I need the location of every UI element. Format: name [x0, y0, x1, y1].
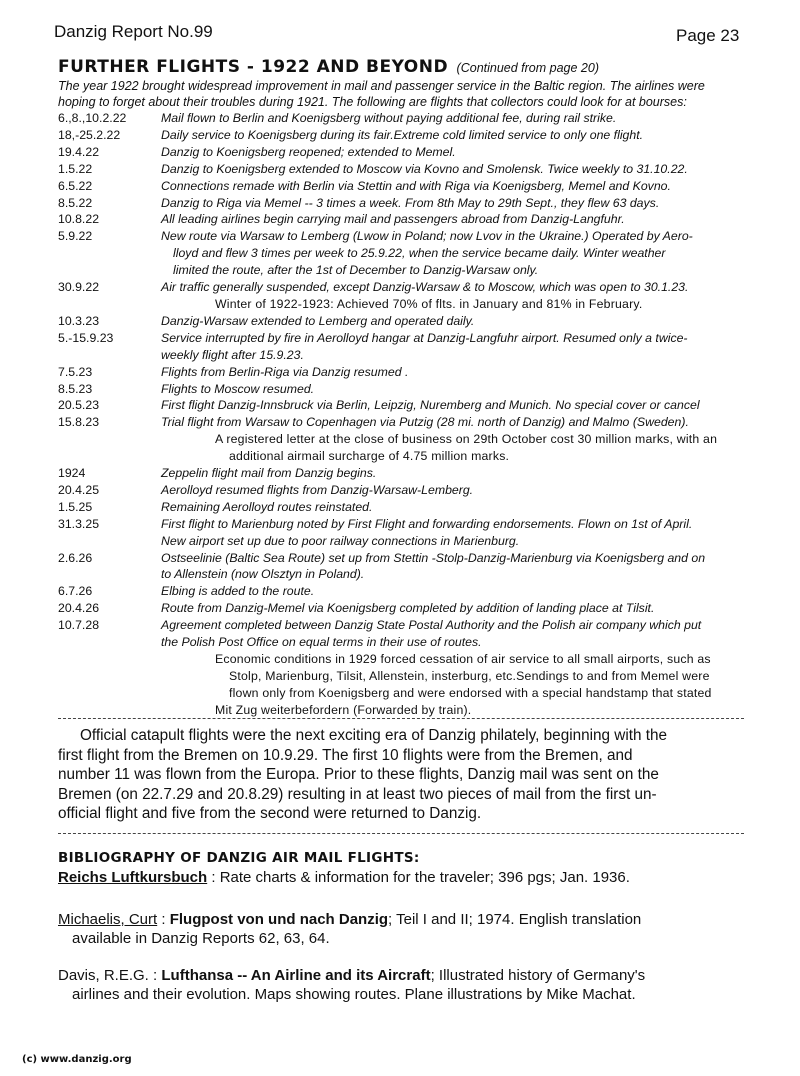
note-line: additional airmail surcharge of 4.75 million marks.	[229, 449, 510, 464]
chronology-entry	[58, 211, 748, 228]
chronology-entry	[58, 550, 748, 584]
entry-date: 6.7.26	[58, 584, 93, 599]
bib-work: Reichs Luftkursbuch	[58, 869, 208, 886]
entry-date: 6.5.22	[58, 178, 93, 193]
note-line: flown only from Koenigsberg and were endorsed with a special handstamp that stated	[229, 685, 712, 700]
entry-line: Service interrupted by fire in Aerolloyd hangar at Danzig-Langfuhr airport. Resumed only a twice-	[161, 330, 688, 345]
entry-line: the Polish Post Office on equal terms in their use of routes.	[161, 635, 482, 650]
bib-details: : Rate charts & information for the traveler; 396 pgs; Jan. 1936.	[207, 869, 630, 886]
dashed-divider	[58, 833, 744, 834]
paragraph-line: official flight and five from the second were returned to Danzig.	[58, 805, 482, 823]
flight-chronology	[58, 110, 748, 719]
chronology-entry	[58, 583, 748, 600]
chronology-entry	[58, 228, 748, 279]
entry-date: 5.9.22	[58, 229, 93, 244]
entry-line: Danzig to Koenigsberg reopened; extended to Memel.	[161, 144, 456, 159]
entry-date: 10.3.23	[58, 313, 100, 328]
chronology-entry	[58, 465, 748, 482]
entry-line: Danzig to Koenigsberg extended to Moscow via Kovno and Smolensk. Twice weekly to 31.10.22.	[161, 161, 688, 176]
entry-line: Danzig-Warsaw extended to Lemberg and operated daily.	[161, 313, 475, 328]
entry-line: Connections remade with Berlin via Stettin and with Riga via Koenigsberg, Memel and Kovno.	[161, 178, 671, 193]
entry-description	[161, 482, 748, 499]
note-line: A registered letter at the close of business on 29th October cost 30 million marks, with an	[215, 432, 718, 447]
entry-description	[161, 313, 748, 330]
page-number: Page 23	[676, 26, 740, 45]
bibliography-item: Davis, R.E.G. : Lufthansa -- An Airline and its Aircraft; Illustrated history of Germany's airlines and their evolution. Maps showing routes. Plane illustrations by Mike Machat.	[58, 966, 758, 1004]
bib-work: Flugpost von und nach Danzig	[169, 911, 389, 928]
chronology-entry	[58, 127, 748, 144]
entry-date: 19.4.22	[58, 144, 100, 159]
entry-description	[161, 499, 748, 516]
paragraph-line: Official catapult flights were the next exciting era of Danzig philately, beginning with the	[80, 727, 667, 744]
entry-line: Air traffic generally suspended, except Danzig-Warsaw & to Moscow, which was open to 30.1.23.	[161, 280, 689, 295]
entry-line: Remaining Aerolloyd routes reinstated.	[161, 499, 373, 514]
intro-paragraph	[58, 78, 748, 110]
entry-description	[161, 600, 748, 617]
entry-line: First flight Danzig-Innsbruck via Berlin, Leipzig, Nuremberg and Munich. No special cover or cancel	[161, 398, 700, 413]
entry-date: 20.4.25	[58, 482, 100, 497]
entry-date: 7.5.23	[58, 364, 93, 379]
winter-note	[58, 296, 748, 313]
entry-date: 1.5.25	[58, 499, 93, 514]
chronology-entry	[58, 499, 748, 516]
chronology-entry	[58, 178, 748, 195]
entry-line: All leading airlines begin carrying mail and passengers abroad from Danzig-Langfuhr.	[161, 212, 625, 227]
intro-line: hoping to forget about their troubles during 1921. The following are flights that collectors could look for at bourses:	[58, 95, 687, 109]
entry-line: Danzig to Riga via Memel -- 3 times a week. From 8th May to 29th Sept., they flew 63 days.	[161, 195, 660, 210]
copyright-footer: (c) www.danzig.org	[22, 1054, 132, 1065]
entry-description	[161, 583, 748, 600]
entry-date: 10.7.28	[58, 618, 100, 633]
chronology-entry	[58, 279, 748, 296]
entry-description	[161, 195, 748, 212]
entry-description	[161, 279, 748, 296]
chronology-entry	[58, 161, 748, 178]
entry-line: New airport set up due to poor railway connections in Marienburg.	[161, 533, 520, 548]
economic-note	[58, 651, 748, 719]
entry-date: 8.5.22	[58, 195, 93, 210]
paragraph-line: number 11 was flown from the Europa. Prior to these flights, Danzig mail was sent on the	[58, 766, 659, 784]
paragraph-line: first flight from the Bremen on 10.9.29. The first 10 flights were from the Bremen, and	[58, 746, 633, 764]
bib-continuation: available in Danzig Reports 62, 63, 64.	[72, 930, 330, 947]
bibliography-item	[58, 868, 758, 887]
chronology-entry	[58, 482, 748, 499]
entry-line: Route from Danzig-Memel via Koenigsberg completed by addition of landing place at Tilsit.	[161, 601, 655, 616]
entry-line: Aerolloyd resumed flights from Danzig-Warsaw-Lemberg.	[161, 482, 474, 497]
dashed-divider	[58, 718, 744, 719]
note-line: Stolp, Marienburg, Tilsit, Allenstein, insterburg, etc.Sendings to and from Memel were	[229, 668, 710, 683]
chronology-entry	[58, 364, 748, 381]
chronology-entry	[58, 617, 748, 651]
entry-description	[161, 211, 748, 228]
continued-note: (Continued from page 20)	[456, 61, 599, 75]
entry-line: lloyd and flew 3 times per week to 25.9.22, when the service became daily. Winter weather	[173, 246, 666, 261]
entry-line: weekly flight after 15.9.23.	[161, 347, 304, 362]
bibliography-title: BIBLIOGRAPHY OF DANZIG AIR MAIL FLIGHTS:	[58, 850, 420, 866]
note-line: Mit Zug weiterbefordern (Forwarded by train).	[215, 702, 472, 717]
entry-date: 5.-15.9.23	[58, 330, 114, 345]
entry-description	[161, 381, 748, 398]
entry-description	[161, 414, 748, 431]
entry-description	[161, 465, 748, 482]
chronology-entry	[58, 381, 748, 398]
section-title: FURTHER FLIGHTS - 1922 AND BEYOND	[58, 57, 449, 77]
entry-description	[161, 516, 748, 550]
entry-date: 20.4.26	[58, 601, 100, 616]
note-line: Winter of 1922-1923: Achieved 70% of flts. in January and 81% in February.	[215, 296, 643, 311]
entry-date: 15.8.23	[58, 415, 100, 430]
report-title: Danzig Report No.99	[54, 22, 213, 41]
chronology-entry	[58, 195, 748, 212]
entry-line: to Allenstein (now Olsztyn in Poland).	[161, 567, 365, 582]
entry-date: 10.8.22	[58, 212, 100, 227]
chronology-entry	[58, 397, 748, 414]
chronology-entry	[58, 144, 748, 161]
entry-date: 6.,8.,10.2.22	[58, 111, 127, 125]
entry-line: Flights from Berlin-Riga via Danzig resumed .	[161, 364, 409, 379]
catapult-paragraph	[58, 726, 748, 824]
entry-description	[161, 144, 748, 161]
entry-date: 1924	[58, 466, 86, 481]
bib-details: ; Teil I and II; 1974. English translation	[388, 911, 642, 928]
entry-date: 2.6.26	[58, 550, 93, 565]
entry-description	[161, 110, 748, 127]
bib-work: Lufthansa -- An Airline and its Aircraft	[161, 967, 431, 984]
section-heading	[58, 57, 599, 77]
chronology-entry	[58, 414, 748, 431]
entry-line: limited the route, after the 1st of December to Danzig-Warsaw only.	[173, 263, 539, 278]
entry-date: 8.5.23	[58, 381, 93, 396]
entry-line: Daily service to Koenigsberg during its fair.Extreme cold limited service to only one flight.	[161, 127, 644, 142]
entry-group-1922	[58, 110, 748, 296]
entry-line: Zeppelin flight mail from Danzig begins.	[161, 466, 377, 481]
entry-date: 30.9.22	[58, 280, 100, 295]
entry-description	[161, 397, 748, 414]
entry-line: New route via Warsaw to Lemberg (Lwow in Poland; now Lvov in the Ukraine.) Operated by Aero-	[161, 229, 693, 244]
note-line: Economic conditions in 1929 forced cessation of air service to all small airports, such as	[215, 652, 711, 666]
entry-description	[161, 228, 748, 279]
entry-description	[161, 127, 748, 144]
entry-date: 1.5.22	[58, 161, 93, 176]
entry-date: 20.5.23	[58, 398, 100, 413]
entry-description	[161, 178, 748, 195]
entry-line: Mail flown to Berlin and Koenigsberg without paying additional fee, during rail strike.	[161, 111, 617, 125]
entry-description	[161, 330, 748, 364]
entry-date: 31.3.25	[58, 516, 100, 531]
chronology-entry	[58, 600, 748, 617]
entry-line: Elbing is added to the route.	[161, 584, 315, 599]
entry-description	[161, 550, 748, 584]
chronology-entry	[58, 330, 748, 364]
bib-continuation: airlines and their evolution. Maps showing routes. Plane illustrations by Mike Machat.	[72, 986, 636, 1003]
bib-details: ; Illustrated history of Germany's	[430, 967, 646, 984]
entry-line: Flights to Moscow resumed.	[161, 381, 315, 396]
entry-description	[161, 617, 748, 651]
paragraph-line: Bremen (on 22.7.29 and 20.8.29) resulting in at least two pieces of mail from the first un-	[58, 785, 657, 803]
bibliography-item: Michaelis, Curt : Flugpost von und nach Danzig; Teil I and II; 1974. English translation available in Danzig Reports 62, 63, 64.	[58, 910, 758, 948]
entry-date: 18,-25.2.22	[58, 127, 121, 142]
entry-line: Agreement completed between Danzig State Postal Authority and the Polish air company which put	[161, 618, 702, 633]
entry-line: Trial flight from Warsaw to Copenhagen via Putzig (28 mi. north of Danzig) and Malmo (Sweden).	[161, 415, 689, 430]
entry-line: Ostseelinie (Baltic Sea Route) set up from Stettin -Stolp-Danzig-Marienburg via Koenigsberg and on	[161, 550, 706, 565]
entry-description	[161, 364, 748, 381]
bib-author: Davis, R.E.G.	[58, 967, 149, 984]
entry-group-1923	[58, 313, 748, 431]
entry-line: First flight to Marienburg noted by First Flight and forwarding endorsements. Flown on 1st of April.	[161, 516, 693, 531]
intro-line: The year 1922 brought widespread improvement in mail and passenger service in the Baltic region. The airlines were	[58, 79, 705, 93]
chronology-entry	[58, 313, 748, 330]
bib-author: Michaelis, Curt	[58, 911, 158, 928]
postage-note	[58, 431, 748, 465]
chronology-entry	[58, 110, 748, 127]
chronology-entry	[58, 516, 748, 550]
entry-group-1924-1928	[58, 465, 748, 651]
entry-description	[161, 161, 748, 178]
